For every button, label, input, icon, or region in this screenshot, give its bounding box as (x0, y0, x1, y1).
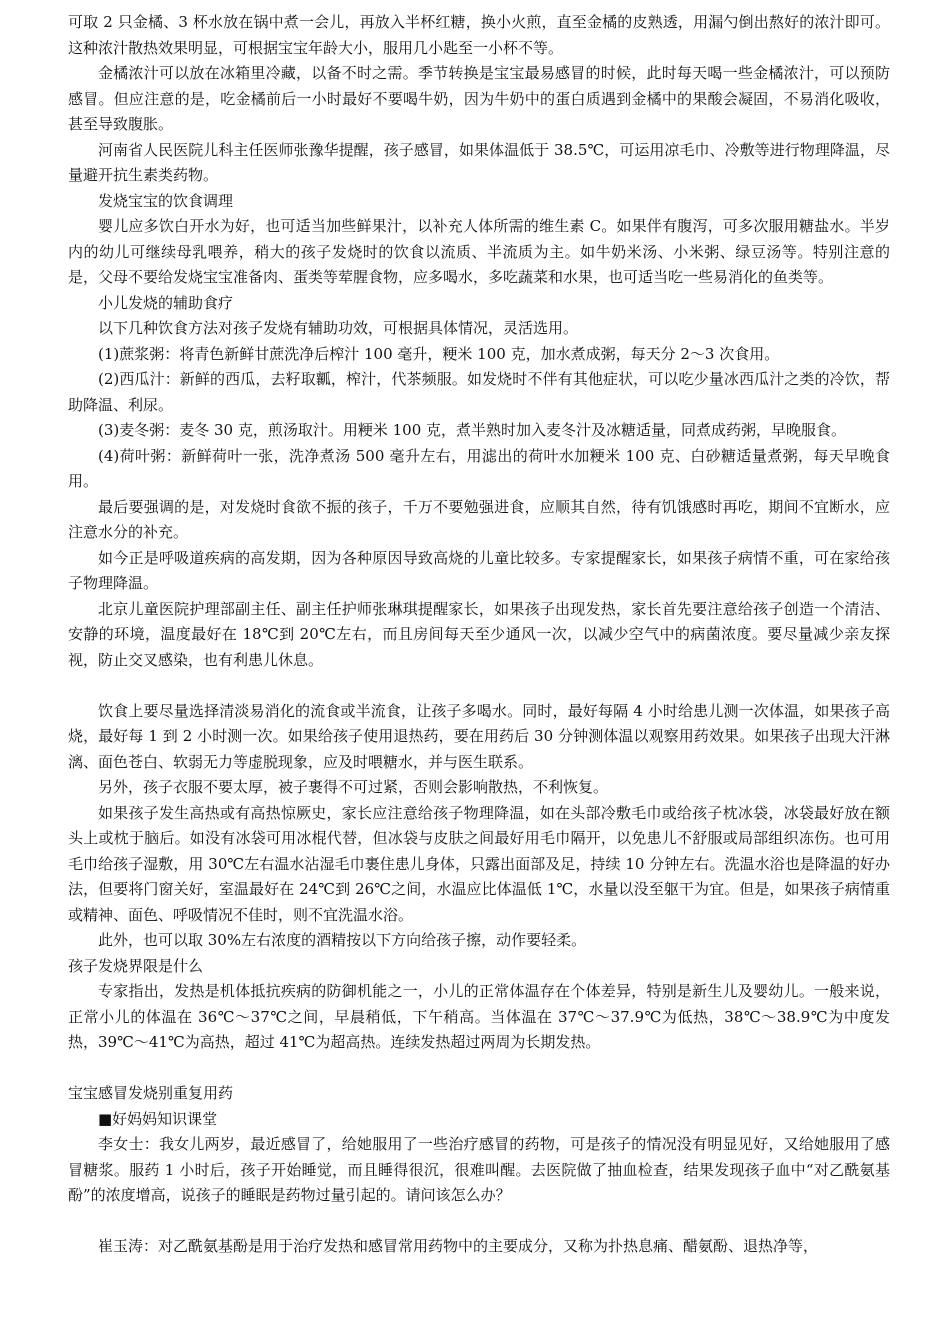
list-item-watermelon-juice: (2)西瓜汁：新鲜的西瓜，去籽取瓤，榨汁，代茶频服。如发烧时不伴有其他症状，可以吃少量冰西瓜汁之类的冷饮，帮助降温、利尿。 (68, 370, 890, 414)
paragraph-diet-and-temperature: 饮食上要尽量选择清淡易消化的流食或半流食，让孩子多喝水。同时，最好每隔 4 小时给患儿测一次体温，如果孩子高烧，最好每 1 到 2 小时测一次。如果给孩子使用退热药，要在用药后 30 分钟测体温以观察用药效果。如果孩子出现大汗淋漓、面色苍白、软弱无力等虚脱现象，应及时喂糖水，并与医生联系。 (68, 701, 890, 771)
heading-fever-threshold: 孩子发烧界限是什么 (68, 956, 204, 975)
paragraph-respiratory-season: 如今正是呼吸道疾病的高发期，因为各种原因导致高烧的儿童比较多。专家提醒家长，如果孩子病情不重，可在家给孩子物理降温。 (68, 548, 890, 592)
paragraph-cui-yutao-answer: 崔玉涛：对乙酰氨基酚是用于治疗发热和感冒常用药物中的主要成分，又称为扑热息痛、醋氨酚、退热净等， (98, 1237, 819, 1255)
paragraph-infant-diet: 婴儿应多饮白开水为好，也可适当加些鲜果汁，以补充人体所需的维生素 C。如果伴有腹泻，可多次服用糖盐水。半岁内的幼儿可继续母乳喂养，稍大的孩子发烧时的饮食以流质、半流质为主。如牛奶米汤、小米粥、绿豆汤等。特别注意的是，父母不要给发烧宝宝准备肉、蛋类等荤腥食物，应多喝水，多吃蔬菜和水果，也可适当吃一些易消化的鱼类等。 (68, 217, 890, 286)
paragraph-ms-li-question: 李女士：我女儿两岁，最近感冒了，给她服用了一些治疗感冒的药物，可是孩子的情况没有明显见好，又给她服用了感冒糖浆。服药 1 小时后，孩子开始睡觉，而且睡得很沉，很难叫醒。去医院做了抽血检查，结果发现孩子血中“对乙酰氨基酚”的浓度增高，说孩子的睡眠是药物过量引起的。请问该怎么办？ (68, 1135, 890, 1204)
paragraph-alcohol-rub: 此外，也可以取 30%左右浓度的酒精按以下方向给孩子擦，动作要轻柔。 (98, 931, 587, 949)
subheading-knowledge-class: ■好妈妈知识课堂 (98, 1109, 218, 1128)
list-item-sugarcane-porridge: (1)蔗浆粥：将青色新鲜甘蔗洗净后榨汁 100 毫升，粳米 100 克，加水煮成粥，每天分 2～3 次食用。 (98, 344, 780, 363)
paragraph-beijing-nurse-advice: 北京儿童医院护理部副主任、副主任护师张琳琪提醒家长，如果孩子出现发热，家长首先要注意给孩子创造一个清洁、安静的环境，温度最好在 18℃到 20℃左右，而且房间每天至少通风一次，以减少空气中的病菌浓度。要尽量减少亲友探视，防止交叉感染，也有利患儿休息。 (68, 599, 890, 669)
paragraph-clothing: 另外，孩子衣服不要太厚，被子裹得不可过紧，否则会影响散热，不利恢复。 (98, 778, 609, 796)
paragraph-kumquat-storage: 金橘浓汁可以放在冰箱里冷藏，以备不时之需。季节转换是宝宝最易感冒的时候，此时每天喝一些金橘浓汁，可以预防感冒。但应注意的是，吃金橘前后一小时最好不要喝牛奶，因为牛奶中的蛋白质遇到金橘中的果酸会凝固，不易消化吸收，甚至导致腹胀。 (68, 64, 890, 133)
paragraph-fever-ranges: 专家指出，发热是机体抵抗疾病的防御机能之一，小儿的正常体温存在个体差异，特别是新生儿及婴幼儿。一般来说，正常小儿的体温在 36℃～37℃之间，早晨稍低，下午稍高。当体温在 37℃～37.9℃为低热，38℃～38.9℃为中度发热，39℃～41℃为高热，超过 41℃为超高热。连续发热超过两周为长期发热。 (68, 982, 890, 1051)
paragraph-appetite-note: 最后要强调的是，对发烧时食欲不振的孩子，千万不要勉强进食，应顺其自然，待有饥饿感时再吃，期间不宜断水，应注意水分的补充。 (68, 497, 890, 541)
blank-line (68, 1209, 890, 1235)
blank-line (68, 1056, 890, 1082)
paragraph-henan-doctor-advice: 河南省人民医院儿科主任医师张豫华提醒，孩子感冒，如果体温低于 38.5℃，可运用凉毛巾、冷敷等进行物理降温，尽量避开抗生素类药物。 (68, 140, 890, 184)
heading-fever-diet: 发烧宝宝的饮食调理 (98, 191, 234, 210)
heading-food-therapy: 小儿发烧的辅助食疗 (98, 293, 234, 312)
list-item-maidong-porridge: (3)麦冬粥：麦冬 30 克，煎汤取汁。用粳米 100 克，煮半熟时加入麦冬汁及冰糖适量，同煮成药粥，早晚服食。 (98, 421, 847, 439)
heading-no-repeat-medication: 宝宝感冒发烧别重复用药 (68, 1084, 234, 1102)
list-item-lotus-leaf-porridge: (4)荷叶粥：新鲜荷叶一张，洗净煮汤 500 毫升左右，用滤出的荷叶水加粳米 100 克、白砂糖适量煮粥，每天早晚食用。 (68, 446, 890, 490)
blank-line (68, 673, 890, 699)
document-page (68, 10, 890, 1260)
paragraph-kumquat-recipe: 可取 2 只金橘、3 杯水放在锅中煮一会儿，再放入半杯红糖，换小火煎，直至金橘的皮熟透，用漏勺倒出熬好的浓汁即可。这种浓汁散热效果明显，可根据宝宝年龄大小，服用几小匙至一小杯不等。 (68, 13, 890, 57)
paragraph-physical-cooling: 如果孩子发生高热或有高热惊厥史，家长应注意给孩子物理降温，如在头部冷敷毛巾或给孩子枕冰袋，冰袋最好放在额头上或枕于脑后。如没有冰袋可用冰棍代替，但冰袋与皮肤之间最好用毛巾隔开，以免患儿不舒服或局部组织冻伤。也可用毛巾给孩子湿敷，用 30℃左右温水沾湿毛巾裹住患儿身体，只露出面部及足，持续 10 分钟左右。洗温水浴也是降温的好办法，但要将门窗关好，室温最好在 24℃到 26℃之间，水温应比体温低 1℃，水量以没至躯干为宜。但是，如果孩子病情重或精神、面色、呼吸情况不佳时，则不宜洗温水浴。 (68, 803, 890, 924)
paragraph-food-therapy-intro: 以下几种饮食方法对孩子发烧有辅助功效，可根据具体情况，灵活选用。 (98, 319, 579, 337)
